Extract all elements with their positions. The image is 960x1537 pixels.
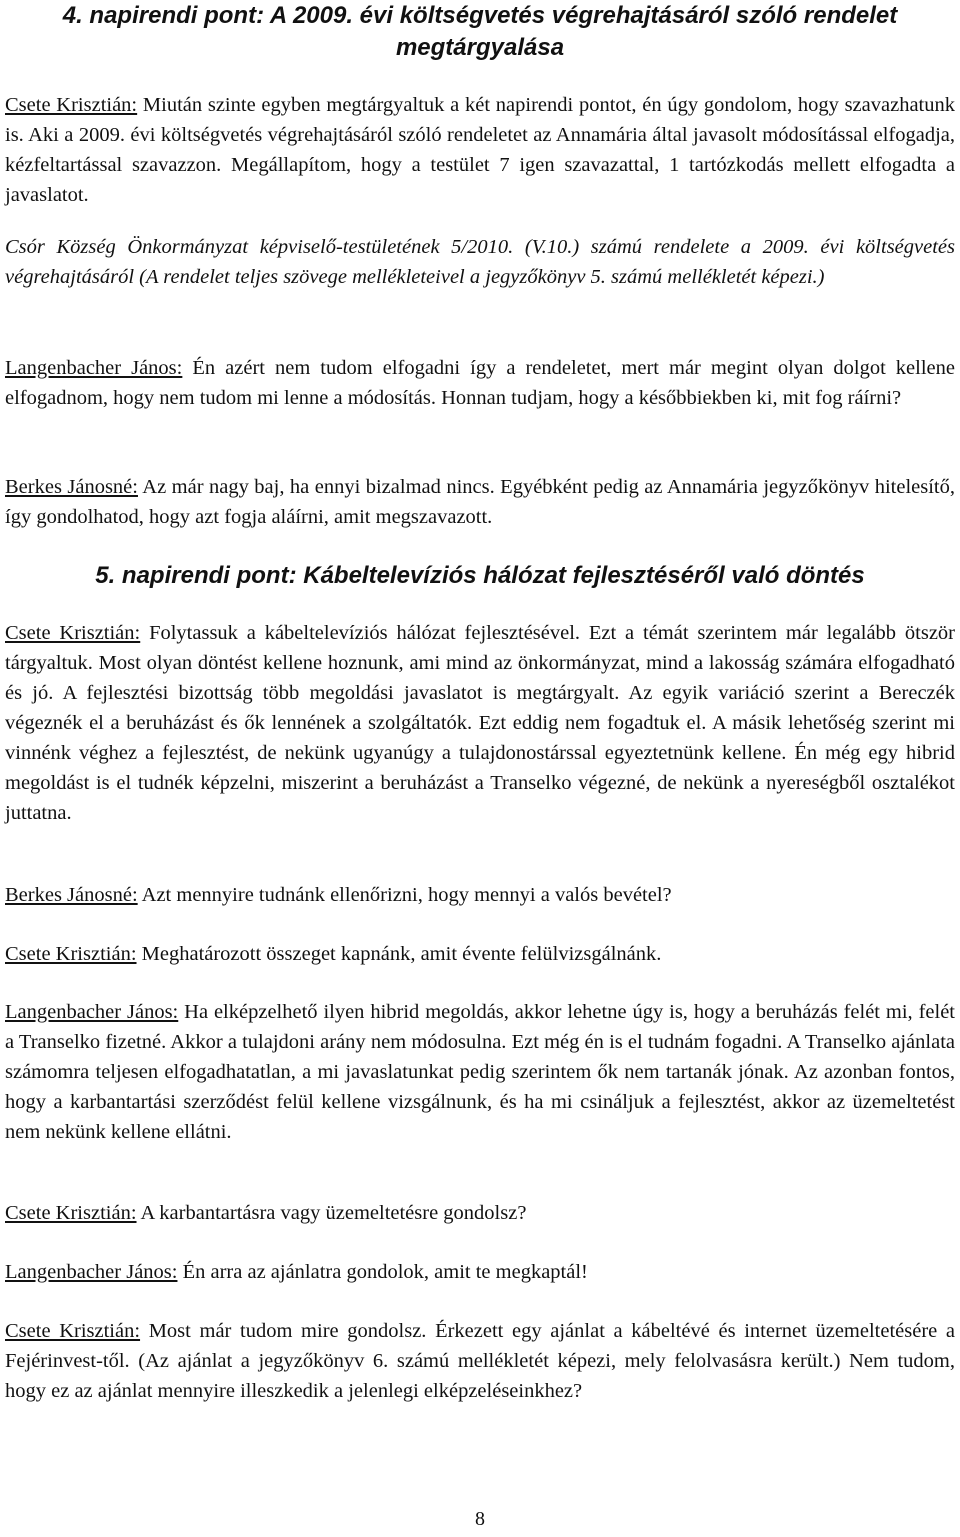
- paragraph-csete-2: [5, 618, 955, 828]
- speaker-name: Langenbacher János:: [5, 357, 183, 379]
- speaker-name: Berkes Jánosné:: [5, 476, 138, 498]
- paragraph-langenbacher-2: [5, 997, 955, 1147]
- speaker-name: Csete Krisztián:: [5, 622, 141, 644]
- speaker-name: Csete Krisztián:: [5, 1320, 141, 1342]
- paragraph-text: Az már nagy baj, ha ennyi bizalmad nincs. Egyébként pedig az Annamária jegyzőkönyv hitelesítő, így gondolhatod, hogy azt fogja aláírni, amit megszavazott.: [5, 476, 955, 528]
- paragraph-csete-4: [5, 1198, 955, 1228]
- paragraph-text: Azt mennyire tudnánk ellenőrizni, hogy mennyi a valós bevétel?: [137, 884, 672, 906]
- paragraph-text: Én azért nem tudom elfogadni így a rendeletet, mert már megint olyan dolgot kellene elfogadnom, hogy nem tudom mi lenne a módosítás. Honnan tudjam, hogy a későbbiekben ki, mit fog ráírni?: [5, 357, 955, 409]
- paragraph-langenbacher-3: [5, 1257, 955, 1287]
- paragraph-text: Ha elképzelhető ilyen hibrid megoldás, akkor lehetne úgy is, hogy a beruházás felét mi, felét a Transelko fizetné. Akkor a tulajdoni arány nem módosulna. Ezt még én is el tudnám fogadni. A Transelko ajánlata számomra teljesen elfogadhatatlan, a mi javaslatunkat pedig szerintem ők nem tartanák jónak. Az azonban fontos, hogy a karbantartási szerződést felül kellene vizsgálnunk, és ha mi csináljuk a fejlesztést, akkor az üzemeltetést nem nekünk kellene ellátni.: [5, 1001, 955, 1143]
- speaker-name: Langenbacher János:: [5, 1261, 178, 1283]
- paragraph-csete-1: [5, 90, 955, 210]
- agenda-item-5-heading: 5. napirendi pont: Kábeltelevíziós hálózat fejlesztéséről való döntés: [95, 562, 865, 589]
- paragraph-berkes-1: [5, 472, 955, 532]
- paragraph-text: A karbantartásra vagy üzemeltetésre gondolsz?: [136, 1202, 527, 1224]
- speaker-name: Csete Krisztián:: [5, 94, 138, 116]
- paragraph-text: Most már tudom mire gondolsz. Érkezett egy ajánlat a kábeltévé és internet üzemeltetésére a Fejérinvest-től. (Az ajánlat a jegyzőkönyv 6. számú mellékletét képezi, mely felolvasásra került.) Nem tudom, hogy ez az ajánlat mennyire illeszkedik a jelenlegi elképzeléseinkhez?: [5, 1320, 955, 1402]
- paragraph-text: Miután szinte egyben megtárgyaltuk a két napirendi pontot, én úgy gondolom, hogy szavazhatunk is. Aki a 2009. évi költségvetés végrehajtásáról szóló rendeletet az Annamária által javasolt módosítással elfogadja, kézfeltartással szavazzon. Megállapítom, hogy a testület 7 igen szavazattal, 1 tartózkodás mellett elfogadta a javaslatot.: [5, 94, 956, 206]
- speaker-name: Langenbacher János:: [5, 1001, 179, 1023]
- paragraph-text: Én arra az ajánlatra gondolok, amit te megkaptál!: [177, 1261, 588, 1283]
- paragraph-csete-5: [5, 1316, 955, 1406]
- agenda-item-4-heading: 4. napirendi pont: A 2009. évi költségvetés végrehajtásáról szóló rendelet megtárgyalása: [62, 2, 898, 61]
- paragraph-berkes-2: [5, 880, 955, 910]
- paragraph-text: Folytassuk a kábeltelevíziós hálózat fejlesztésével. Ezt a témát szerintem már legalább ötször tárgyaltuk. Most olyan döntést kellene hoznunk, ami mind az önkormányzat, mind a lakosság számára elfogadható és jó. A fejlesztési bizottság több megoldási javaslatot is megtárgyalt. Az egyik variáció szerint a Bereczék végeznék el a beruházást és ők lennének a szolgáltatók. Ezt eddig nem fogadtuk el. A másik lehetőség szerint mi vinnénk véghez a fejlesztést, de nekünk ugyanúgy a tulajdonostárssal egyeztetnünk kellene. Én még egy hibrid megoldást is el tudnék képzelni, miszerint a beruházást a Transelko végezné, de nekünk a nyereségből osztalékot juttatna.: [5, 622, 955, 824]
- speaker-name: Csete Krisztián:: [5, 943, 137, 965]
- page-number: 8: [475, 1508, 485, 1530]
- paragraph-csete-3: [5, 939, 955, 969]
- speaker-name: Berkes Jánosné:: [5, 884, 138, 906]
- paragraph-text: Meghatározott összeget kapnánk, amit évente felülvizsgálnánk.: [136, 943, 662, 965]
- paragraph-langenbacher-1: [5, 353, 955, 413]
- decree-note: Csór Község Önkormányzat képviselő-testületének 5/2010. (V.10.) számú rendelete a 2009. évi költségvetés végrehajtásáról (A rendelet teljes szövege mellékleteivel a jegyzőkönyv 5. számú mellékletét képezi.): [5, 236, 955, 288]
- speaker-name: Csete Krisztián:: [5, 1202, 137, 1224]
